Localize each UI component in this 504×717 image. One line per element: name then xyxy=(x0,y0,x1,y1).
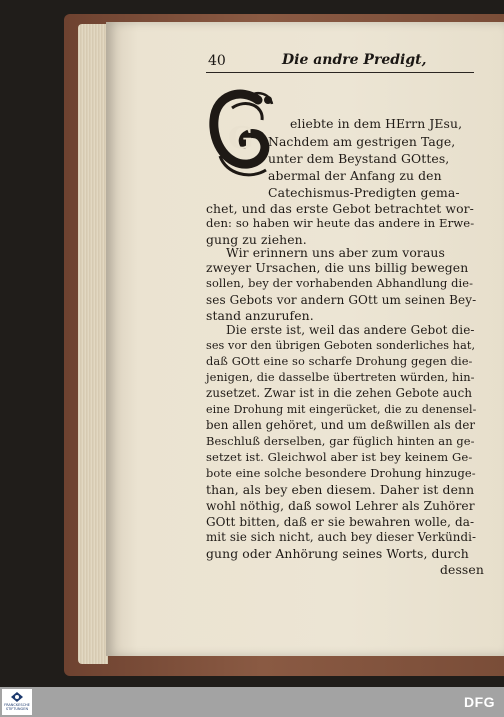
text-line: eliebte in dem HErrn JEsu, xyxy=(290,116,463,131)
text-line: wohl nöthig, daß sowol Lehrer als Zuhörer xyxy=(206,499,475,513)
dfg-logo: DFG xyxy=(464,694,496,710)
text-line: Wir erinnern uns aber zum voraus xyxy=(226,245,445,260)
text-line: unter dem Beystand GOttes, xyxy=(268,151,450,166)
text-line: ses Gebots vor andern GOtt um seinen Bey- xyxy=(206,293,477,307)
text-line: stand anzurufen. xyxy=(206,308,314,323)
text-line: bote eine solche besondere Drohung hinzuge- xyxy=(206,466,476,480)
running-head: Die andre Predigt, xyxy=(282,52,427,68)
text-line: chet, und das erste Gebot betrachtet wor- xyxy=(206,201,474,216)
text-line: den: so haben wir heute das andere in Erwe- xyxy=(206,216,475,230)
text-line: ben allen gehöret, und um deßwillen als der xyxy=(206,418,476,432)
text-line: sollen, bey der vorhabenden Abhandlung die- xyxy=(206,276,474,290)
header-rule xyxy=(206,72,474,73)
text-line: abermal der Anfang zu den xyxy=(268,168,442,183)
text-line: jenigen, die dasselbe übertreten würden, hin- xyxy=(206,370,475,384)
text-line: Nachdem am gestrigen Tage, xyxy=(268,134,456,149)
text-line: setzet ist. Gleichwol aber ist bey keinem Ge- xyxy=(206,450,473,464)
text-line: ses vor den übrigen Geboten sonderliches hat, xyxy=(206,339,476,352)
page-edges xyxy=(78,24,108,664)
text-line: gung oder Anhörung seines Worts, durch xyxy=(206,546,469,561)
text-line: dessen xyxy=(440,562,484,577)
footer-logo-text: FRANCKESCHE STIFTUNGEN xyxy=(4,703,30,711)
franckesche-stiftungen-logo-icon xyxy=(8,691,26,703)
page-number: 40 xyxy=(208,53,226,69)
text-line: daß GOtt eine so scharfe Drohung gegen die- xyxy=(206,354,473,368)
text-line: gung zu ziehen. xyxy=(206,232,307,247)
footer-bar xyxy=(0,687,504,717)
text-line: zusetzet. Zwar ist in die zehen Gebote auch xyxy=(206,386,473,400)
text-line: mit sie sich nicht, auch bey dieser Verkündi- xyxy=(206,530,477,544)
text-line: Die erste ist, weil das andere Gebot die- xyxy=(226,323,475,337)
text-line: than, als bey eben diesem. Daher ist denn xyxy=(206,482,475,497)
text-line: GOtt bitten, daß er sie bewahren wolle, da- xyxy=(206,515,475,529)
text-line: zweyer Ursachen, die uns billig bewegen xyxy=(206,260,469,275)
text-line: Catechismus-Predigten gema- xyxy=(268,185,460,200)
initial-letter: G xyxy=(228,121,254,156)
text-line: eine Drohung mit eingerücket, die zu denensel- xyxy=(206,403,477,416)
text-line: Beschluß derselben, gar füglich hinten an ge- xyxy=(206,434,475,448)
